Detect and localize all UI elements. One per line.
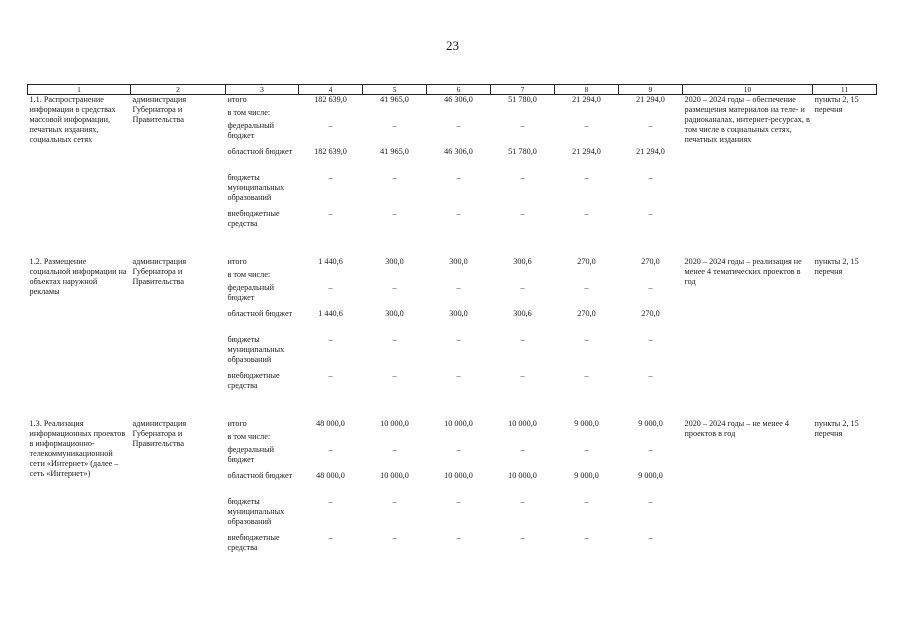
value-cell: –: [328, 283, 333, 292]
value-cell: 10 000,0: [444, 471, 473, 480]
value-cell: 300,6: [513, 309, 532, 318]
value-cell: 300,6: [513, 257, 532, 266]
value-cell: –: [520, 209, 525, 218]
value-cell: –: [520, 533, 525, 542]
value-cell: –: [456, 445, 461, 454]
value-cell: –: [328, 371, 333, 380]
value-cell: [299, 270, 363, 283]
value-cell: –: [392, 371, 397, 380]
value-cell: –: [456, 533, 461, 542]
value-cell: 10 000,0: [508, 419, 537, 428]
value-cell: 48 000,0: [316, 419, 345, 428]
column-header: 10: [683, 85, 813, 95]
value-cell: –: [648, 445, 653, 454]
value-cell: –: [520, 173, 525, 182]
value-cell: 41 965,0: [380, 95, 409, 104]
value-cell: –: [392, 173, 397, 182]
value-cell: 300,0: [385, 257, 404, 266]
value-cell: 21 294,0: [636, 95, 665, 104]
value-cell: 21 294,0: [636, 147, 665, 156]
value-cell: 1 440,6: [318, 309, 343, 318]
value-cell: 10 000,0: [380, 419, 409, 428]
expected-result: 2020 – 2024 годы – обеспечение размещения материалов на теле- и радиоканалах, интернет-ресурсах, в том числе в социальных сетях, печатных изданиях: [684, 95, 810, 144]
value-cell: –: [520, 497, 525, 506]
value-cell: –: [456, 121, 461, 130]
value-cell: [555, 270, 619, 283]
funding-source: в том числе:: [227, 270, 271, 279]
value-cell: –: [392, 209, 397, 218]
value-cell: 41 965,0: [380, 147, 409, 156]
value-cell: –: [584, 445, 589, 454]
value-cell: –: [520, 335, 525, 344]
value-cell: 10 000,0: [444, 419, 473, 428]
funding-source: областной бюджет: [227, 471, 293, 480]
value-cell: 10 000,0: [380, 471, 409, 480]
table-row: [28, 419, 877, 432]
value-cell: 270,0: [641, 257, 660, 266]
funding-source: внебюджетные средства: [227, 209, 280, 228]
value-cell: 270,0: [577, 309, 596, 318]
funding-source: бюджеты муниципальных образований: [227, 497, 285, 526]
value-cell: 182 639,0: [314, 147, 347, 156]
column-header: 1: [28, 85, 131, 95]
value-cell: 182 639,0: [314, 95, 347, 104]
funding-source: областной бюджет: [227, 309, 293, 318]
executor: администрация Губернатора и Правительства: [132, 95, 187, 124]
value-cell: 48 000,0: [316, 471, 345, 480]
column-header: 8: [555, 85, 619, 95]
value-cell: –: [520, 445, 525, 454]
value-cell: –: [648, 497, 653, 506]
value-cell: –: [456, 173, 461, 182]
value-cell: 300,0: [449, 257, 468, 266]
reference: пункты 2, 15 перечня: [814, 95, 859, 114]
funding-source: областной бюджет: [227, 147, 293, 156]
value-cell: 270,0: [577, 257, 596, 266]
reference: пункты 2, 15 перечня: [814, 257, 859, 276]
value-cell: 9 000,0: [574, 419, 599, 428]
column-header: 9: [619, 85, 683, 95]
executor: администрация Губернатора и Правительства: [132, 419, 187, 448]
budget-table: [27, 84, 877, 559]
executor: администрация Губернатора и Правительства: [132, 257, 187, 286]
value-cell: [619, 432, 683, 445]
value-cell: –: [328, 497, 333, 506]
page-number: 23: [446, 38, 459, 53]
value-cell: [363, 108, 427, 121]
value-cell: –: [584, 533, 589, 542]
value-cell: –: [456, 497, 461, 506]
funding-source: федеральный бюджет: [227, 121, 275, 140]
value-cell: 9 000,0: [638, 471, 663, 480]
value-cell: 21 294,0: [572, 95, 601, 104]
value-cell: –: [328, 209, 333, 218]
value-cell: [363, 432, 427, 445]
measure-name: 1.2. Размещение социальной информации на объектах наружной рекламы: [29, 257, 127, 296]
value-cell: –: [392, 445, 397, 454]
value-cell: –: [392, 497, 397, 506]
value-cell: –: [328, 173, 333, 182]
value-cell: –: [392, 533, 397, 542]
funding-source: бюджеты муниципальных образований: [227, 335, 285, 364]
table-row: [28, 95, 877, 109]
value-cell: –: [392, 335, 397, 344]
value-cell: –: [328, 121, 333, 130]
value-cell: –: [648, 533, 653, 542]
funding-source: федеральный бюджет: [227, 283, 275, 302]
value-cell: 51 780,0: [508, 95, 537, 104]
reference: пункты 2, 15 перечня: [814, 419, 859, 438]
value-cell: –: [584, 121, 589, 130]
value-cell: [427, 108, 491, 121]
value-cell: –: [520, 283, 525, 292]
table-row: [28, 257, 877, 270]
value-cell: 46 306,0: [444, 147, 473, 156]
value-cell: [363, 270, 427, 283]
value-cell: [555, 108, 619, 121]
value-cell: –: [584, 371, 589, 380]
value-cell: –: [520, 121, 525, 130]
value-cell: –: [648, 121, 653, 130]
spacer-cell: [28, 235, 877, 257]
funding-source: итого: [227, 257, 247, 266]
value-cell: [491, 108, 555, 121]
expected-result: 2020 – 2024 годы – не менее 4 проектов в год: [684, 419, 790, 438]
funding-source: в том числе:: [227, 108, 271, 117]
column-header: 11: [813, 85, 877, 95]
expected-result: 2020 – 2024 годы – реализация не менее 4 тематических проектов в год: [684, 257, 802, 286]
value-cell: [619, 108, 683, 121]
funding-source: бюджеты муниципальных образований: [227, 173, 285, 202]
section-spacer: [28, 397, 877, 419]
value-cell: 270,0: [641, 309, 660, 318]
value-cell: –: [328, 445, 333, 454]
value-cell: –: [456, 209, 461, 218]
column-header: 2: [131, 85, 226, 95]
value-cell: [619, 270, 683, 283]
value-cell: –: [648, 371, 653, 380]
value-cell: –: [456, 371, 461, 380]
funding-source: итого: [227, 419, 247, 428]
funding-source: в том числе:: [227, 432, 271, 441]
value-cell: –: [328, 335, 333, 344]
value-cell: [427, 270, 491, 283]
value-cell: [299, 432, 363, 445]
value-cell: [491, 270, 555, 283]
value-cell: –: [584, 173, 589, 182]
value-cell: –: [584, 209, 589, 218]
value-cell: –: [648, 335, 653, 344]
value-cell: 51 780,0: [508, 147, 537, 156]
value-cell: –: [392, 121, 397, 130]
value-cell: –: [648, 209, 653, 218]
value-cell: [427, 432, 491, 445]
header-row: [28, 85, 877, 95]
measure-name: 1.1. Распространение информации в средствах массовой информации, печатных изданиях, социальных сетях: [29, 95, 116, 144]
section-spacer: [28, 235, 877, 257]
column-header: 3: [226, 85, 299, 95]
funding-source: внебюджетные средства: [227, 533, 280, 552]
value-cell: 9 000,0: [638, 419, 663, 428]
spacer-cell: [28, 397, 877, 419]
column-header: 6: [427, 85, 491, 95]
value-cell: –: [648, 173, 653, 182]
value-cell: –: [584, 497, 589, 506]
value-cell: –: [584, 335, 589, 344]
column-header: 7: [491, 85, 555, 95]
funding-source: итого: [227, 95, 247, 104]
funding-source: внебюджетные средства: [227, 371, 280, 390]
value-cell: [491, 432, 555, 445]
value-cell: 300,0: [449, 309, 468, 318]
value-cell: 46 306,0: [444, 95, 473, 104]
value-cell: –: [328, 533, 333, 542]
value-cell: [555, 432, 619, 445]
value-cell: 9 000,0: [574, 471, 599, 480]
value-cell: 1 440,6: [318, 257, 343, 266]
value-cell: 21 294,0: [572, 147, 601, 156]
value-cell: 300,0: [385, 309, 404, 318]
column-header: 4: [299, 85, 363, 95]
value-cell: 10 000,0: [508, 471, 537, 480]
measure-name: 1.3. Реализация информационных проектов в информационно-телекоммуникационной сети «Интернет» (далее – сеть «Интернет»): [29, 419, 126, 478]
value-cell: –: [456, 335, 461, 344]
value-cell: –: [584, 283, 589, 292]
value-cell: –: [456, 283, 461, 292]
value-cell: –: [648, 283, 653, 292]
column-header: 5: [363, 85, 427, 95]
funding-source: федеральный бюджет: [227, 445, 275, 464]
value-cell: [299, 108, 363, 121]
value-cell: –: [392, 283, 397, 292]
value-cell: –: [520, 371, 525, 380]
